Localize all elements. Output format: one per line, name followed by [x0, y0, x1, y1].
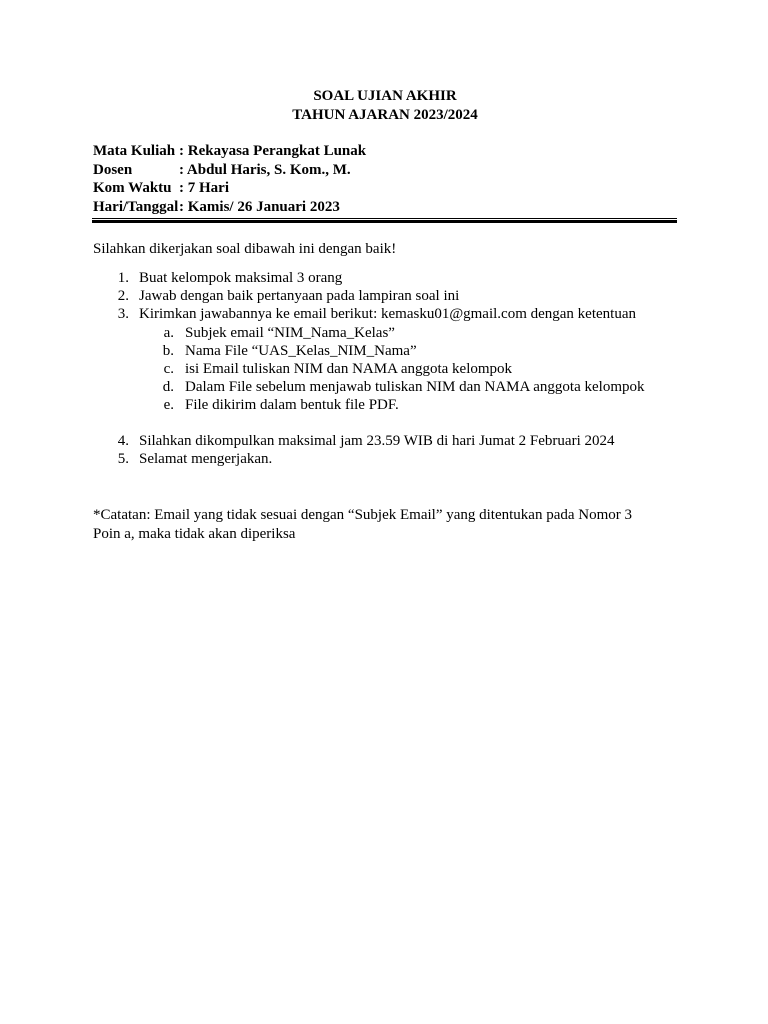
- sub-item-letter: e.: [163, 397, 174, 414]
- meta-value: : Abdul Haris, S. Kom., M.: [179, 161, 351, 178]
- note-line-2: Poin a, maka tidak akan diperiksa: [93, 526, 296, 542]
- meta-value: : 7 Hari: [179, 180, 229, 196]
- list-item-text: Selamat mengerjakan.: [139, 450, 273, 467]
- header-divider: [92, 218, 677, 223]
- meta-label: Mata Kuliah: [93, 143, 176, 159]
- list-item-number: 4.: [117, 432, 129, 449]
- divider-thin-line: [92, 218, 677, 219]
- list-item-number: 5.: [117, 450, 129, 467]
- sub-item-text: Subjek email “NIM_Nama_Kelas”: [185, 324, 395, 341]
- note-line-1: *Catatan: Email yang tidak sesuai dengan “Subjek Email” yang ditentukan pada Nomor 3: [93, 507, 633, 523]
- course-info: [93, 142, 366, 216]
- document-title: [0, 87, 768, 125]
- meta-label: Dosen: [93, 161, 133, 178]
- title-line-2: TAHUN AJARAN 2023/2024: [292, 107, 478, 123]
- note-paragraph: [93, 506, 673, 544]
- title-line-1: SOAL UJIAN AKHIR: [313, 88, 457, 104]
- meta-value: : Rekayasa Perangkat Lunak: [179, 143, 367, 159]
- sub-item-text: Dalam File sebelum menjawab tuliskan NIM dan NAMA anggota kelompok: [185, 379, 645, 396]
- list-item-text: Silahkan dikompulkan maksimal jam 23.59 WIB di hari Jumat 2 Februari 2024: [139, 432, 615, 449]
- list-item-text: Buat kelompok maksimal 3 orang: [139, 270, 343, 286]
- list-item-number: 3.: [117, 306, 129, 323]
- sub-item-text: Nama File “UAS_Kelas_NIM_Nama”: [185, 342, 417, 359]
- list-item-number: 1.: [117, 270, 129, 286]
- list-item-text: Kirimkan jawabannya ke email berikut: kemasku01@gmail.com dengan ketentuan: [139, 306, 636, 323]
- sub-item-letter: b.: [162, 342, 174, 359]
- meta-row-date: [93, 198, 366, 217]
- list-item-number: 2.: [117, 288, 129, 305]
- meta-label: Hari/Tanggal: [93, 198, 179, 215]
- meta-row-duration: [93, 179, 366, 198]
- sub-item-letter: d.: [162, 379, 174, 396]
- meta-row-course: [93, 142, 366, 161]
- sub-item-letter: a.: [163, 324, 174, 341]
- meta-label: Kom Waktu: [93, 180, 172, 196]
- sub-item-text: File dikirim dalam bentuk file PDF.: [185, 397, 399, 414]
- list-item-text: Jawab dengan baik pertanyaan pada lampiran soal ini: [139, 288, 460, 305]
- meta-row-lecturer: [93, 161, 366, 180]
- meta-value: : Kamis/ 26 Januari 2023: [179, 198, 340, 215]
- sub-item-text: isi Email tuliskan NIM dan NAMA anggota kelompok: [185, 360, 513, 377]
- divider-thick-line: [92, 220, 677, 223]
- instructions-intro: Silahkan dikerjakan soal dibawah ini dengan baik!: [93, 241, 397, 257]
- sub-item-letter: c.: [163, 360, 174, 377]
